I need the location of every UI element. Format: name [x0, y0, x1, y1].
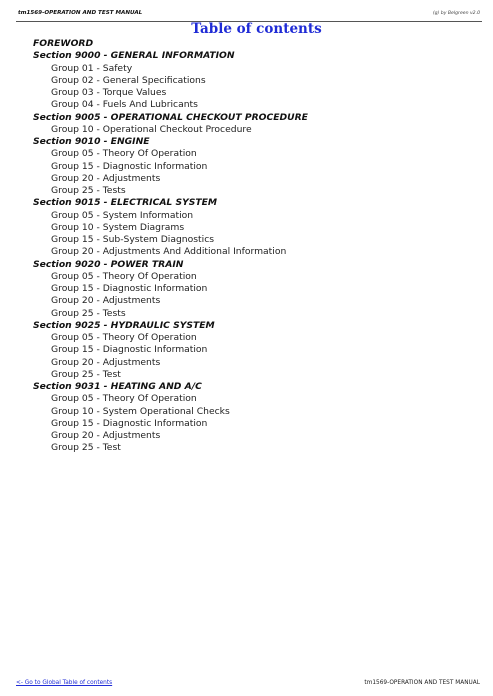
toc-group-link[interactable]: Group 05 - System Information — [51, 209, 194, 221]
toc-group-link[interactable]: Group 15 - Diagnostic Information — [51, 344, 208, 356]
page-footer — [16, 679, 482, 689]
toc-heading: Table of contents — [191, 21, 322, 37]
toc-group-link[interactable]: Group 25 - Test — [51, 442, 121, 454]
toc-group-link[interactable]: Group 20 - Adjustments And Additional Information — [51, 246, 287, 258]
footer-manual-name: tm1569-OPERATION AND TEST MANUAL — [364, 680, 480, 686]
toc-group-link[interactable]: Group 02 - General Specifications — [51, 74, 206, 86]
toc-group-link[interactable]: Group 05 - Theory Of Operation — [51, 148, 197, 160]
toc-group-link[interactable]: Group 25 - Tests — [51, 185, 126, 196]
toc-group-link[interactable]: Group 03 - Torque Values — [51, 87, 167, 98]
toc-group-link[interactable]: Group 01 - Safety — [51, 62, 133, 74]
toc-group-link[interactable]: Group 15 - Diagnostic Information — [51, 160, 208, 172]
toc-group-link[interactable]: Group 15 - Diagnostic Information — [51, 283, 208, 294]
global-toc-link[interactable]: <- Go to Global Table of contents — [16, 680, 113, 686]
toc-group-link[interactable]: Group 05 - Theory Of Operation — [51, 393, 197, 405]
generator-note: (g) by Belgreen v2.0 — [432, 11, 480, 16]
toc-group-link[interactable]: Group 15 - Sub-System Diagnostics — [51, 234, 215, 245]
toc-section-entry: FOREWORD — [33, 38, 94, 49]
toc-section-entry: Section 9000 - GENERAL INFORMATION — [33, 50, 235, 62]
toc-group-link[interactable]: Group 15 - Diagnostic Information — [51, 417, 208, 429]
toc-group-link[interactable]: Group 20 - Adjustments — [51, 295, 161, 307]
toc-group-link[interactable]: Group 10 - Operational Checkout Procedure — [51, 123, 252, 135]
toc-section-entry: Section 9025 - HYDRAULIC SYSTEM — [33, 319, 215, 331]
toc-group-link[interactable]: Group 25 - Tests — [51, 307, 126, 319]
toc-group-link[interactable]: Group 20 - Adjustments — [51, 356, 161, 368]
toc-section-entry: Section 9015 - ELECTRICAL SYSTEM — [33, 197, 218, 209]
toc-group-link[interactable]: Group 05 - Theory Of Operation — [51, 332, 197, 343]
toc-group-link[interactable]: Group 25 - Test — [51, 368, 121, 380]
toc-group-link[interactable]: Group 20 - Adjustments — [51, 172, 161, 184]
toc-group-link[interactable]: Group 10 - System Operational Checks — [51, 405, 230, 417]
document-title: tm1569-OPERATION AND TEST MANUAL — [18, 10, 143, 16]
toc-section-entry: Section 9020 - POWER TRAIN — [33, 258, 184, 270]
toc-group-link[interactable]: Group 05 - Theory Of Operation — [51, 270, 197, 282]
toc-group-link[interactable]: Group 10 - System Diagrams — [51, 221, 185, 233]
toc-section-entry: Section 9031 - HEATING AND A/C — [33, 381, 202, 392]
toc-list — [33, 38, 473, 455]
toc-section-entry: Section 9010 - ENGINE — [33, 136, 150, 147]
toc-group-link[interactable]: Group 20 - Adjustments — [51, 430, 161, 441]
toc-group-link[interactable]: Group 04 - Fuels And Lubricants — [51, 99, 198, 111]
toc-section-entry: Section 9005 - OPERATIONAL CHECKOUT PROCEDURE — [33, 111, 308, 123]
